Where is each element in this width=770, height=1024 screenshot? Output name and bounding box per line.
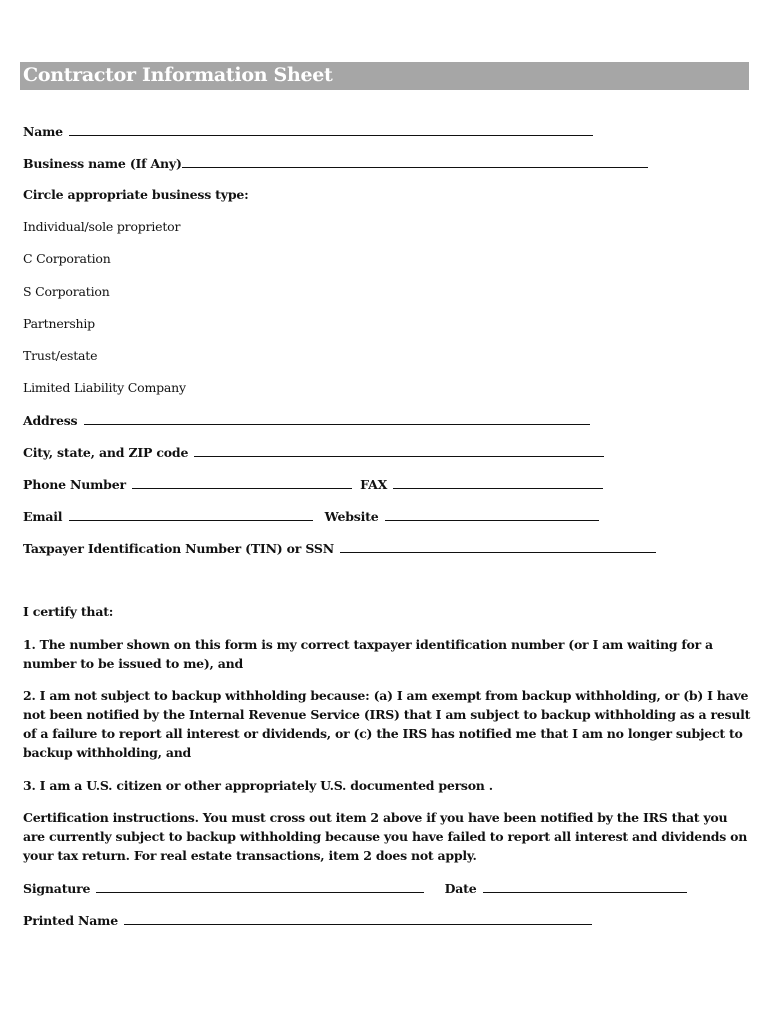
printed-name-field[interactable] [124,912,592,925]
date-field[interactable] [483,880,687,893]
email-label: Email [23,509,63,524]
address-label: Address [23,413,78,428]
business-type-s-corp[interactable]: S Corporation [23,284,110,299]
business-name-label: Business name (If Any) [23,156,182,171]
name-row [23,123,593,140]
certify-item-2: 2. I am not subject to backup withholding because: (a) I am exempt from backup withholding, or (b) I have not been notified by the Internal Revenue Service (IRS) that I am subject to backup withholding as a result of a failure to report all interest or dividends, or (c) the IRS has notified me that I am no longer subject to backup withholding, and [23,688,751,760]
address-field[interactable] [84,412,590,425]
address-row [23,412,590,429]
city-state-zip-field[interactable] [194,444,604,457]
city-state-zip-label: City, state, and ZIP code [23,445,189,460]
tin-label: Taxpayer Identification Number (TIN) or SSN [23,541,334,556]
signature-date-row [23,880,687,897]
email-field[interactable] [69,508,313,521]
name-field[interactable] [69,123,593,136]
fax-label: FAX [360,477,388,492]
certify-item-1: 1. The number shown on this form is my correct taxpayer identification number (or I am waiting for a number to be issued to me), and [23,637,713,671]
certify-item-3: 3. I am a U.S. citizen or other appropriately U.S. documented person . [23,778,493,793]
tin-row [23,540,656,557]
business-type-individual[interactable]: Individual/sole proprietor [23,219,181,234]
name-label: Name [23,124,63,139]
phone-field[interactable] [132,476,352,489]
certification-instructions: Certification instructions. You must cross out item 2 above if you have been notified by the IRS that you are currently subject to backup withholding because you have failed to report all interest and dividends on your tax return. For real estate transactions, item 2 does not apply. [23,810,748,863]
printed-name-row [23,912,592,929]
email-website-row [23,508,599,525]
date-label: Date [444,881,477,896]
business-type-partnership[interactable]: Partnership [23,316,95,331]
website-field[interactable] [385,508,599,521]
business-name-row [23,155,648,172]
phone-label: Phone Number [23,477,126,492]
website-label: Website [324,509,379,524]
title-bar [20,62,749,90]
city-state-zip-row [23,444,604,461]
fax-field[interactable] [393,476,603,489]
document-title: Contractor Information Sheet [23,64,333,86]
signature-field[interactable] [96,880,424,893]
business-type-trust[interactable]: Trust/estate [23,348,98,363]
phone-fax-row [23,476,603,493]
business-name-field[interactable] [182,155,648,168]
certify-heading: I certify that: [23,604,114,619]
tin-field[interactable] [340,540,656,553]
business-type-c-corp[interactable]: C Corporation [23,251,111,266]
signature-label: Signature [23,881,91,896]
business-type-heading: Circle appropriate business type: [23,187,249,202]
printed-name-label: Printed Name [23,913,118,928]
business-type-llc[interactable]: Limited Liability Company [23,380,186,395]
